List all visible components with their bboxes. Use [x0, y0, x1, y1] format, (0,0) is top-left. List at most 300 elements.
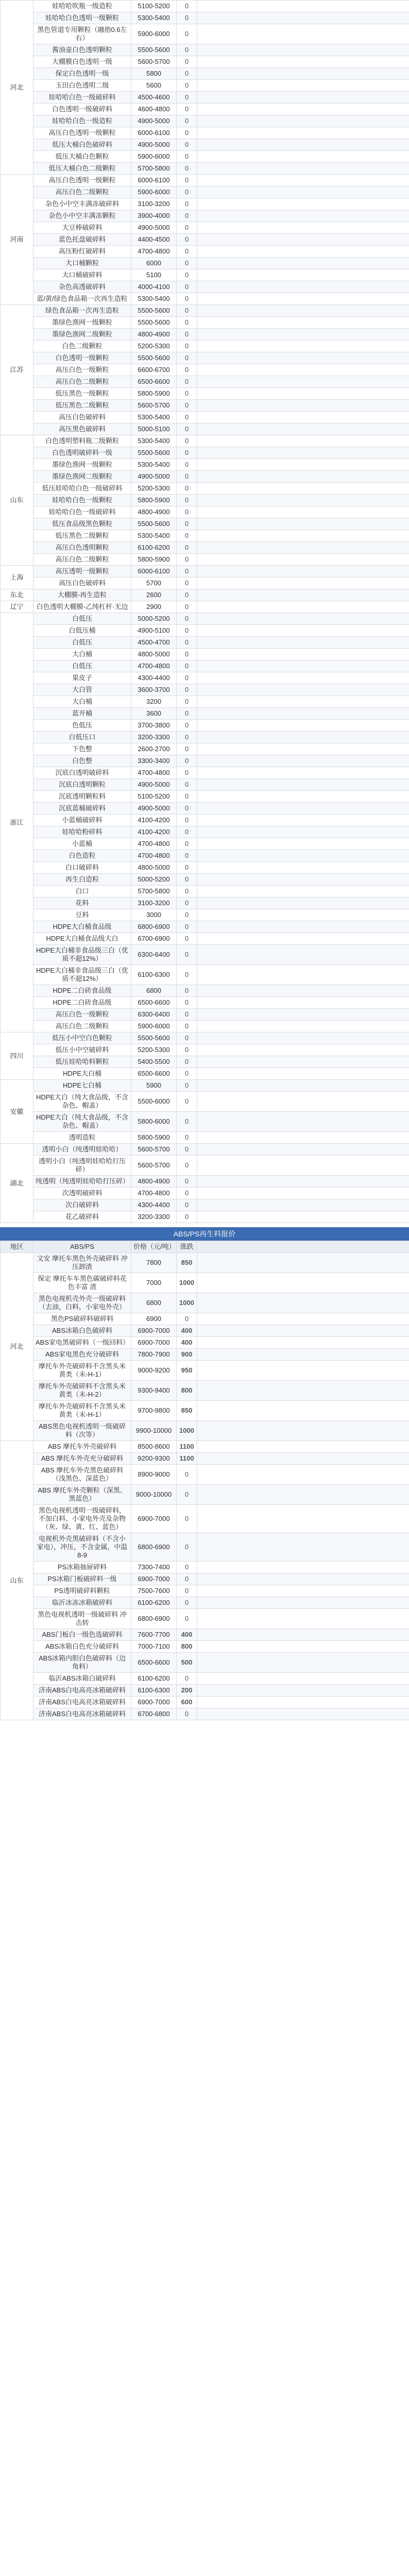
price-cell: 9000-10000 — [131, 1485, 177, 1505]
blank-area — [197, 80, 409, 92]
pe-row — [1, 376, 409, 388]
abs-row — [1, 1441, 409, 1453]
blank-area — [197, 1293, 409, 1313]
change-cell: 0 — [177, 530, 197, 542]
product-cell: HDPE二白砖食品级 — [33, 985, 131, 997]
price-cell: 3900-4000 — [131, 210, 177, 222]
blank-area — [197, 1673, 409, 1685]
price-cell: 5300-5400 — [131, 435, 177, 447]
pe-row — [1, 933, 409, 945]
price-cell: 5600-5700 — [131, 400, 177, 412]
product-cell: ABS家电黑破碎料（一级回料） — [33, 1337, 131, 1349]
product-cell: HDPE大白桶食品级大白 — [33, 933, 131, 945]
price-cell: 5300-5400 — [131, 12, 177, 24]
pe-row — [1, 412, 409, 423]
product-cell: 高压白色一级颗粒 — [33, 1009, 131, 1021]
price-cell: 6300-6400 — [131, 1009, 177, 1021]
change-cell: 0 — [177, 1044, 197, 1056]
pe-row — [1, 1112, 409, 1132]
pe-row — [1, 269, 409, 281]
blank-area — [197, 210, 409, 222]
blank-area — [197, 1597, 409, 1609]
price-cell: 6500-6600 — [131, 1653, 177, 1673]
price-cell: 2600-2700 — [131, 743, 177, 755]
pe-row — [1, 80, 409, 92]
blank-area — [197, 1337, 409, 1349]
change-cell: 0 — [177, 1485, 197, 1505]
pe-row — [1, 945, 409, 965]
blank-area — [197, 933, 409, 945]
blank-area — [197, 1585, 409, 1597]
product-cell: HDPE七白桶 — [33, 1080, 131, 1092]
change-cell: 0 — [177, 897, 197, 909]
blank-area — [197, 412, 409, 423]
blank-area — [197, 578, 409, 589]
blank-area — [197, 104, 409, 115]
product-cell: ABS门板白一级色选破碎料 — [33, 1629, 131, 1641]
price-cell: 6500-6600 — [131, 376, 177, 388]
blank-area — [197, 886, 409, 897]
pe-row — [1, 909, 409, 921]
product-cell: 娃哈哈粉碎料 — [33, 826, 131, 838]
change-cell: 0 — [177, 175, 197, 187]
blank-area — [197, 506, 409, 518]
blank-area — [197, 660, 409, 672]
product-cell: 高压白色二级颗粒 — [33, 554, 131, 566]
price-cell: 3600 — [131, 708, 177, 720]
product-cell: 透明小白（纯透明娃哈哈打压碎） — [33, 1156, 131, 1176]
change-cell: 0 — [177, 732, 197, 743]
blank-area — [197, 1056, 409, 1068]
product-cell: 摩托车外壳破碎料不含黑头米黄类（未-H-1） — [33, 1401, 131, 1421]
product-cell: 白低压 — [33, 613, 131, 625]
change-cell: 0 — [177, 637, 197, 649]
region-cell: 河北 — [1, 1, 33, 175]
pe-row — [1, 542, 409, 554]
blank-area — [197, 400, 409, 412]
blank-area — [197, 471, 409, 483]
price-cell: 6500-6600 — [131, 997, 177, 1009]
abs-row — [1, 1653, 409, 1673]
product-cell: 大白桶 — [33, 649, 131, 660]
blank-area — [197, 1361, 409, 1381]
blank-area — [197, 672, 409, 684]
change-cell: 0 — [177, 317, 197, 329]
change-cell: 0 — [177, 56, 197, 68]
pe-row — [1, 921, 409, 933]
product-cell: 娃哈哈吹瓶一级造粒 — [33, 1, 131, 12]
product-cell: HDPE大白桶食品级 — [33, 921, 131, 933]
blank-area — [197, 447, 409, 459]
abs-row — [1, 1401, 409, 1421]
blank-area — [197, 985, 409, 997]
price-cell: 3300-3400 — [131, 755, 177, 767]
change-cell: 0 — [177, 423, 197, 435]
price-cell: 4800-5000 — [131, 649, 177, 660]
product-cell: 大白桶 — [33, 696, 131, 708]
blank-area — [197, 388, 409, 400]
pe-row — [1, 1188, 409, 1199]
pe-row — [1, 1092, 409, 1112]
price-cell: 4900-5000 — [131, 471, 177, 483]
blank-area — [197, 1401, 409, 1421]
price-cell: 4400-4500 — [131, 234, 177, 246]
change-cell: 0 — [177, 997, 197, 1009]
product-cell: 低压黑色二级颗粒 — [33, 530, 131, 542]
change-cell: 0 — [177, 127, 197, 139]
pe-row — [1, 696, 409, 708]
pe-row — [1, 388, 409, 400]
product-cell: 高压白色二级颗粒 — [33, 376, 131, 388]
pe-row — [1, 352, 409, 364]
pe-row — [1, 684, 409, 696]
change-cell: 0 — [177, 222, 197, 234]
pe-row — [1, 127, 409, 139]
pe-row — [1, 1080, 409, 1092]
price-cell: 5100-5200 — [131, 791, 177, 803]
price-cell: 6000-6100 — [131, 127, 177, 139]
abs-row — [1, 1273, 409, 1293]
price-cell: 5900-6000 — [131, 24, 177, 44]
price-cell: 8500-8600 — [131, 1441, 177, 1453]
blank-area — [197, 1211, 409, 1223]
change-cell: 0 — [177, 743, 197, 755]
blank-area — [197, 234, 409, 246]
pe-row — [1, 506, 409, 518]
change-cell: 0 — [177, 1188, 197, 1199]
price-cell: 6100-6200 — [131, 1597, 177, 1609]
pe-row — [1, 779, 409, 791]
product-cell: 白口 — [33, 886, 131, 897]
blank-area — [197, 1533, 409, 1562]
product-cell: 蓝/黄/绿色食品箱一次再生造粒 — [33, 293, 131, 305]
change-cell: 0 — [177, 400, 197, 412]
region-cell: 山东 — [1, 1441, 33, 1720]
blank-area — [197, 1421, 409, 1441]
price-cell: 4600-4800 — [131, 104, 177, 115]
change-cell: 0 — [177, 779, 197, 791]
price-cell: 4300-4400 — [131, 672, 177, 684]
change-cell: 0 — [177, 364, 197, 376]
price-cell: 4700-4800 — [131, 246, 177, 258]
abs-row — [1, 1349, 409, 1361]
product-cell: 文安 摩托车黑色外壳破碎料 冲压卸渣 — [33, 1253, 131, 1273]
product-cell: 蓝开桶 — [33, 708, 131, 720]
product-cell: ABS 摩托车外壳黑色破碎料（浅黑色、深蓝色） — [33, 1465, 131, 1485]
product-cell: 白色整 — [33, 755, 131, 767]
change-cell: 0 — [177, 80, 197, 92]
pe-row — [1, 447, 409, 459]
pe-row — [1, 163, 409, 175]
change-cell: 0 — [177, 1573, 197, 1585]
price-cell: 5500-5600 — [131, 1032, 177, 1044]
change-cell: 1000 — [177, 1273, 197, 1293]
product-cell: ABS冰箱白色破碎料 — [33, 1325, 131, 1337]
pe-row — [1, 92, 409, 104]
change-cell: 0 — [177, 767, 197, 779]
abs-row — [1, 1562, 409, 1573]
price-cell: 5800-5900 — [131, 554, 177, 566]
change-cell: 0 — [177, 495, 197, 506]
price-cell: 6100-6300 — [131, 1685, 177, 1697]
price-cell: 6800-6900 — [131, 1609, 177, 1629]
product-cell: 沉底白透明颗粒 — [33, 779, 131, 791]
blank-area — [197, 637, 409, 649]
product-cell: 高压黑色破碎料 — [33, 423, 131, 435]
change-cell: 0 — [177, 755, 197, 767]
change-cell: 0 — [177, 1156, 197, 1176]
blank-area — [197, 1092, 409, 1112]
abs-row — [1, 1453, 409, 1465]
change-cell: 0 — [177, 187, 197, 198]
product-cell: 高压白色透明一级颗粒 — [33, 127, 131, 139]
blank-area — [197, 1253, 409, 1273]
pe-row — [1, 1009, 409, 1021]
product-cell: 黑色电视机壳外壳一级破碎料（去油，白料，小家电外壳） — [33, 1293, 131, 1313]
blank-area — [197, 246, 409, 258]
pe-row — [1, 755, 409, 767]
product-cell: 沉底蓝桶破碎料 — [33, 803, 131, 815]
change-cell: 0 — [177, 1465, 197, 1485]
pe-row — [1, 720, 409, 732]
blank-area — [197, 12, 409, 24]
region-cell: 江苏 — [1, 305, 33, 435]
price-cell: 4900-5000 — [131, 803, 177, 815]
change-cell: 1100 — [177, 1453, 197, 1465]
product-cell: 杂色小中空丰满冻颗粒 — [33, 210, 131, 222]
change-cell: 850 — [177, 1401, 197, 1421]
product-cell: 高压白色二级颗粒 — [33, 187, 131, 198]
change-cell: 850 — [177, 1253, 197, 1273]
abs-row — [1, 1685, 409, 1697]
price-cell: 4700-4800 — [131, 660, 177, 672]
change-cell: 0 — [177, 44, 197, 56]
product-cell: 透明造粒 — [33, 1132, 131, 1144]
change-cell: 0 — [177, 1585, 197, 1597]
price-cell: 2600 — [131, 589, 177, 601]
change-cell: 0 — [177, 1021, 197, 1032]
product-cell: 大豆棒破碎料 — [33, 222, 131, 234]
change-cell: 0 — [177, 305, 197, 317]
change-cell: 0 — [177, 246, 197, 258]
blank-area — [197, 779, 409, 791]
price-cell: 6300-6400 — [131, 945, 177, 965]
blank-area — [197, 198, 409, 210]
price-cell: 7000-7100 — [131, 1641, 177, 1653]
blank-area — [197, 874, 409, 886]
change-cell: 0 — [177, 589, 197, 601]
pe-row — [1, 874, 409, 886]
change-cell: 0 — [177, 909, 197, 921]
product-cell: 白低压口 — [33, 732, 131, 743]
pe-row — [1, 400, 409, 412]
change-cell: 0 — [177, 435, 197, 447]
change-cell: 0 — [177, 329, 197, 341]
price-cell: 8900-9000 — [131, 1465, 177, 1485]
price-cell: 6100-6200 — [131, 542, 177, 554]
blank-area — [197, 281, 409, 293]
change-cell: 0 — [177, 945, 197, 965]
blank-area — [197, 1485, 409, 1505]
blank-area — [197, 305, 409, 317]
price-cell: 7300-7400 — [131, 1562, 177, 1573]
abs-row — [1, 1293, 409, 1313]
price-cell: 5500-5600 — [131, 447, 177, 459]
abs-price-table — [0, 1241, 409, 1720]
price-cell: 5900-6000 — [131, 151, 177, 163]
pe-row — [1, 637, 409, 649]
pe-row — [1, 1032, 409, 1044]
product-cell: PS冰箱抽屉碎料 — [33, 1562, 131, 1573]
pe-row — [1, 1144, 409, 1156]
pe-row — [1, 826, 409, 838]
product-cell: 白色透明大棚膜-乙纯杠杆·无边 — [33, 601, 131, 613]
price-cell: 9900-10000 — [131, 1421, 177, 1441]
product-cell: 杂色高透破碎料 — [33, 281, 131, 293]
price-cell: 3200-3300 — [131, 732, 177, 743]
price-cell: 5500-6000 — [131, 1092, 177, 1112]
price-cell: 5400-5500 — [131, 1056, 177, 1068]
blank-area — [197, 1068, 409, 1080]
price-cell: 5800-5900 — [131, 388, 177, 400]
region-cell: 浙江 — [1, 613, 33, 1032]
product-cell: ABS冰箱内胆白色破碎料（边角料） — [33, 1653, 131, 1673]
price-cell: 4800-5000 — [131, 862, 177, 874]
change-cell: 0 — [177, 92, 197, 104]
change-cell: 0 — [177, 210, 197, 222]
product-cell: HDPE二白砖食品级 — [33, 997, 131, 1009]
price-cell: 5500-5600 — [131, 305, 177, 317]
product-cell: HDPE大白桶非食品级三白（优质不超12%） — [33, 945, 131, 965]
blank-area — [197, 115, 409, 127]
price-cell: 5000-5100 — [131, 423, 177, 435]
blank-area — [197, 92, 409, 104]
price-cell: 4300-4400 — [131, 1199, 177, 1211]
change-cell: 0 — [177, 684, 197, 696]
product-cell: ABS家电黑色充分破碎料 — [33, 1349, 131, 1361]
blank-area — [197, 1505, 409, 1533]
blank-area — [197, 1156, 409, 1176]
blank-area — [197, 625, 409, 637]
abs-row — [1, 1505, 409, 1533]
product-cell: 高压白色二级颗粒 — [33, 1021, 131, 1032]
price-cell: 7800-7900 — [131, 1349, 177, 1361]
blank-area — [197, 1188, 409, 1199]
blank-area — [197, 997, 409, 1009]
product-cell: 绿色食品箱一次再生造粒 — [33, 305, 131, 317]
blank-area — [197, 1573, 409, 1585]
change-cell: 0 — [177, 1144, 197, 1156]
price-cell: 5800-5900 — [131, 1132, 177, 1144]
price-cell: 6000 — [131, 258, 177, 269]
price-cell: 6000-6100 — [131, 566, 177, 578]
change-cell: 0 — [177, 459, 197, 471]
pe-row — [1, 258, 409, 269]
pe-row — [1, 423, 409, 435]
product-cell: 杂色小中空丰满冻破碎料 — [33, 198, 131, 210]
price-cell: 3000 — [131, 909, 177, 921]
pe-row — [1, 554, 409, 566]
change-cell: 0 — [177, 12, 197, 24]
price-cell: 7600-7700 — [131, 1629, 177, 1641]
header-region: 地区 — [1, 1241, 33, 1253]
change-cell: 0 — [177, 826, 197, 838]
change-cell: 0 — [177, 388, 197, 400]
blank-area — [197, 1032, 409, 1044]
blank-area — [197, 767, 409, 779]
change-cell: 0 — [177, 815, 197, 826]
change-cell: 0 — [177, 1056, 197, 1068]
pe-row — [1, 483, 409, 495]
product-cell: 白低压桶 — [33, 625, 131, 637]
price-cell: 6000-6100 — [131, 175, 177, 187]
abs-row — [1, 1708, 409, 1720]
product-cell: 白低压 — [33, 660, 131, 672]
pe-row — [1, 1068, 409, 1080]
change-cell: 500 — [177, 1653, 197, 1673]
pe-row — [1, 246, 409, 258]
price-cell: 5500-5600 — [131, 317, 177, 329]
change-cell: 0 — [177, 352, 197, 364]
price-cell: 4800-4900 — [131, 1176, 177, 1188]
change-cell: 0 — [177, 293, 197, 305]
change-cell: 900 — [177, 1349, 197, 1361]
price-cell: 6900-7000 — [131, 1325, 177, 1337]
blank-area — [197, 1381, 409, 1401]
pe-row — [1, 566, 409, 578]
blank-area — [197, 1641, 409, 1653]
blank-area — [197, 965, 409, 985]
change-cell: 0 — [177, 1562, 197, 1573]
change-cell: 0 — [177, 139, 197, 151]
change-cell: 0 — [177, 163, 197, 175]
abs-row — [1, 1485, 409, 1505]
pe-row — [1, 518, 409, 530]
product-cell: 花乙破碎料 — [33, 1211, 131, 1223]
product-cell: 墨绿色渔网二级颗粒 — [33, 329, 131, 341]
change-cell: 0 — [177, 1080, 197, 1092]
change-cell: 0 — [177, 1009, 197, 1021]
header-product: ABS/PS — [33, 1241, 131, 1253]
product-cell: 黑色PS破碎料破碎料 — [33, 1313, 131, 1325]
pe-row — [1, 151, 409, 163]
pe-row — [1, 1156, 409, 1176]
price-cell: 7500-7600 — [131, 1585, 177, 1597]
product-cell: 临沂ABS冰箱白破碎料 — [33, 1673, 131, 1685]
product-cell: 大白管 — [33, 684, 131, 696]
change-cell: 0 — [177, 1313, 197, 1325]
blank-area — [197, 1313, 409, 1325]
blank-area — [197, 352, 409, 364]
blank-area — [197, 1708, 409, 1720]
region-cell: 山东 — [1, 435, 33, 566]
change-cell: 0 — [177, 115, 197, 127]
pe-row — [1, 886, 409, 897]
product-cell: ABS 摩托车外壳颗粒（深黑、黑蓝色） — [33, 1485, 131, 1505]
change-cell: 0 — [177, 234, 197, 246]
blank-area — [197, 293, 409, 305]
product-cell: 蓝色托盘破碎料 — [33, 234, 131, 246]
price-cell: 6800 — [131, 985, 177, 997]
product-cell: HDPE大白（纯大食品级，不含杂色、帽盖） — [33, 1112, 131, 1132]
pe-row — [1, 850, 409, 862]
pe-row — [1, 139, 409, 151]
change-cell: 0 — [177, 1, 197, 12]
product-cell: PS透明破碎料颗粒 — [33, 1585, 131, 1597]
change-cell: 0 — [177, 542, 197, 554]
product-cell: 大口桶颗粒 — [33, 258, 131, 269]
product-cell: 大棚膜白色透明一级 — [33, 56, 131, 68]
